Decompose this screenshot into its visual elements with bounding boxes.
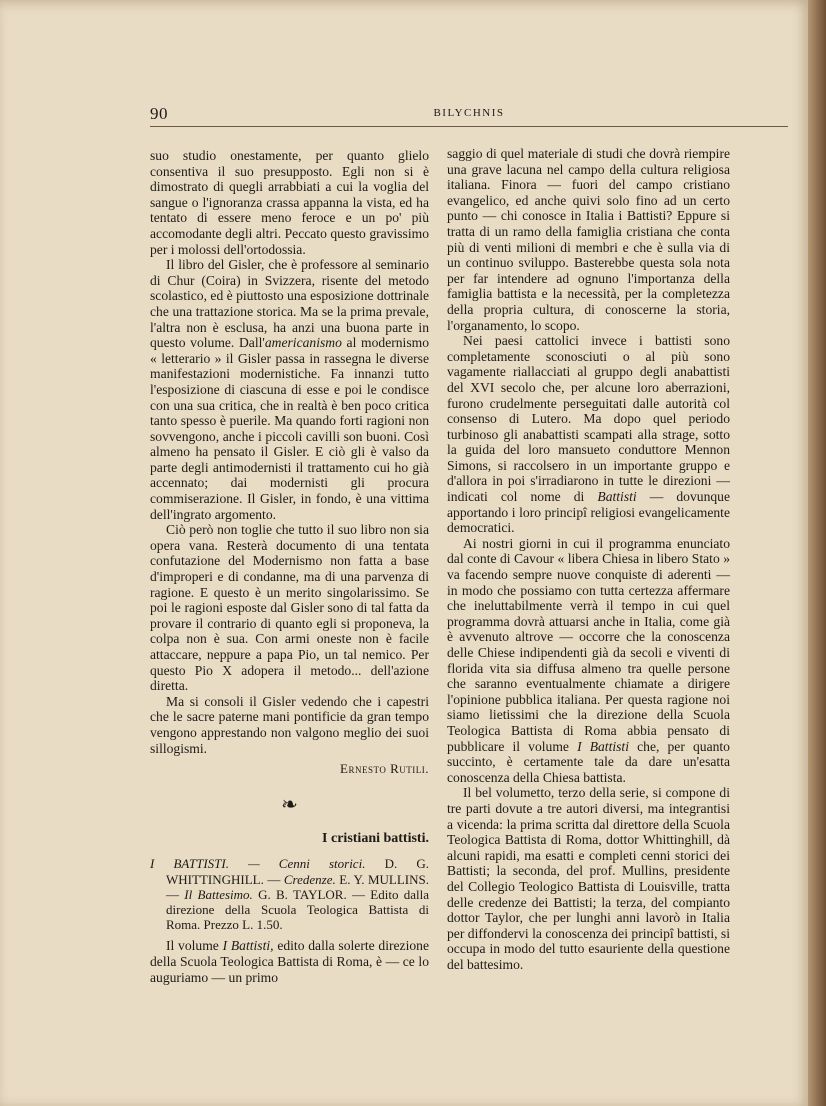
fleuron-ornament-icon: ❧ [281, 793, 298, 816]
paragraph: saggio di quel materiale di studi che dovrà riempire una grave lacuna nel campo della cultura religiosa italiana. Finora — fuori del campo cristiano evangelico, ed anche quivi solo fino ad un certo punto — chi conosce in Italia i Battisti? Eppure si tratta di un ramo della famiglia cristiana che conta più di venti milioni di membri e che è sulla via di un continuo sviluppo. Basterebbe questa sola nota per far intendere ad ognuno l'importanza della famiglia battista e la necessità, per la completezza della propria cultura, di conoscerne la storia, l'organamento, lo scopo. [447, 146, 730, 333]
book-edge [808, 0, 826, 1106]
italic-term: Battisti [597, 489, 637, 505]
right-column [447, 146, 730, 972]
text-run: Nei paesi cattolici invece i battisti sono completamente sconosciuti o al più sono vagamente riallacciati al gruppo degli anabattisti del XVI secolo che, per alcune loro aberrazioni, furono crudelmente perseguitati dalle autorità col consenso di Lutero. Ma dopo quel periodo turbinoso gli anabattisti scampati alla strage, sotto la guida del loro mansueto conduttore Mennon Simons, si raccolsero in un importante gruppo e d'allora in poi s'irradiarono in tutte le direzioni — indicati col nome di [447, 333, 730, 505]
header-rule [150, 126, 788, 127]
running-title: BILYCHNIS [433, 107, 505, 119]
paragraph [150, 257, 429, 522]
book-title: I BATTISTI. — Cenni storici. [150, 856, 366, 872]
italic-title: I Battisti, [222, 938, 274, 954]
paragraph [447, 333, 730, 536]
paragraph [150, 938, 429, 985]
book-part-title: Credenze. [283, 871, 336, 887]
paragraph: Ma si consoli il Gisler vedendo che i capestri che le sacre paterne mani pontificie da gran tempo vengono apprestando non valgono meglio dei suoi sillogismi. [150, 693, 429, 756]
section-title: I cristiani battisti. [322, 830, 429, 846]
left-column [150, 148, 429, 985]
bibliographic-entry [150, 856, 429, 932]
page-header [150, 104, 788, 126]
text-run: al modernismo « letterario » il Gisler passa in rassegna le diverse manifestazioni modernistiche. Fa innanzi tutto l'esposizione di ciascuna di esse e poi le condisce con una sua critica, che in realtà è ben poco critica tanto spesso è puerile. Ma quando forti ragioni non sovvengono, anche i piccoli cavilli son buoni. Così almeno ha pensato il Gisler. E ciò gli è valso da parte degli antimodernisti il trattamento cui ho già accennato; dai modernisti gli procura commiserazione. Il Gisler, in fondo, è una vittima dell'ingrato argomento. [150, 335, 429, 522]
author-signature: Ernesto Rutili. [340, 761, 429, 777]
paragraph: Il bel volumetto, terzo della serie, si compone di tre parti dovute a tre autori diversi, ma integrantisi a vicenda: la prima scritta dal direttore della Scuola Teologica Battista di Roma, dottor Whittinghill, dà alcuni rapidi, ma esatti e completi cenni storici dei Battisti; la seconda, del prof. Mullins, presidente del Collegio Teologico Battista di Louisville, tratta delle credenze dei Battisti; la terza, del compianto dottor Taylor, che per lunghi anni lavorò in Italia per diffondervi la conoscenza dei principî battisti, si occupa in modo del tutto esauriente della questione del battesimo. [447, 785, 730, 972]
text-run: Ai nostri giorni in cui il programma enunciato dal conte di Cavour « libera Chiesa in libero Stato » va facendo sempre nuove conquiste di aderenti — in modo che possiamo con tutta certezza affermare che ineluttabilmente verrà il tempo in cui quel programma dovrà attuarsi anche in Italia, come già è avvenuto altrove — occorre che la conoscenza delle Chiese indipendenti già da secoli e viventi di florida vita sia diffusa almeno tra quelle persone che saranno eventualmente chiamate a dirigere l'opinione pubblica italiana. Per questa ragione noi siamo lietissimi che la direzione della Scuola Teologica Battista di Roma abbia pensato di pubblicare il volume [447, 535, 730, 754]
paragraph [447, 536, 730, 786]
text-run: D. G. WHITTINGHILL. — [166, 856, 429, 887]
text-run: che, per quanto succinto, è certamente tale da dare un'esatta conoscenza della Chiesa battista. [447, 738, 730, 785]
paragraph: Ciò però non toglie che tutto il suo libro non sia opera vana. Resterà documento di una tentata confutazione del Modernismo non fatta a base d'improperi e di condanne, ma di una parvenza di ragione. E questo è un merito singolarissimo. Se poi le ragioni esposte dal Gisler sono di tal fatta da provare il contrario di quanto egli si proponeva, la colpa non è sua. Con armi oneste non è facile attaccare, neppure a papa Pio, un tal nemico. Per questo Pio X adopera il metodo... dell'azione diretta. [150, 522, 429, 694]
page-number: 90 [150, 104, 168, 123]
text-run: Il volume [166, 938, 223, 954]
text-run: G. B. TAYLOR. — Edito dalla direzione della Scuola Teologica Battista di Roma. Prezzo L. 1.50. [166, 886, 430, 933]
text-run: Il libro del Gisler, che è professore al seminario di Chur (Coira) in Svizzera, risente del metodo scolastico, ed è piuttosto una esposizione dottrinale che una trattazione storica. Ma se la prima prevale, l'altra non è esclusa, ha anzi una buona parte in questo volume. Dall' [150, 257, 429, 351]
book-part-title: Il Battesimo. [184, 886, 253, 902]
text-run: E. Y. MULLINS. — [166, 871, 430, 902]
paragraph: suo studio onestamente, per quanto glielo consentiva il suo presupposto. Egli non si è dimostrato di quegli arrabbiati a cui la voglia del sangue o l'ignoranza crassa appanna la vista, ed ha tentato di essere meno feroce e un po' più accomodante degli altri. Peccato questo gravissimo per i molossi dell'ortodossia. [150, 148, 429, 257]
text-run: edito dalla solerte direzione della Scuola Teologica Battista di Roma, è — ce lo auguriamo — un primo [150, 938, 429, 985]
italic-term: americanismo [264, 335, 342, 351]
text-run: — dovunque apportando i loro principî religiosi evangelicamente democratici. [447, 489, 730, 536]
italic-title: I Battisti [577, 738, 629, 754]
